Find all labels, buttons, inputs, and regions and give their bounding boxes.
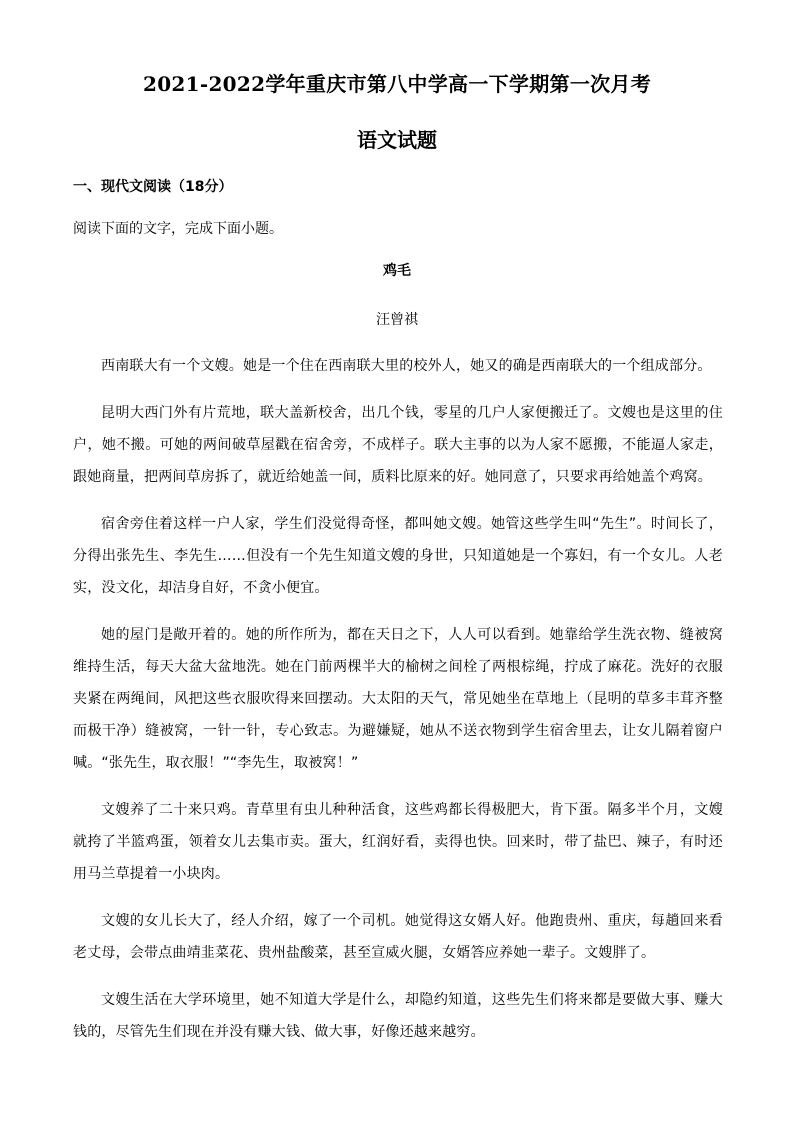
article-paragraph: 西南联大有一个文嫂。她是一个住在西南联大里的校外人，她又的确是西南联大的一个组成部分。 [101, 358, 712, 374]
article-author: 汪曾祺 [376, 312, 418, 328]
article-paragraph: 宿舍旁住着这样一户人家，学生们没觉得奇怪，都叫她文嫂。她管这些学生叫“先生”。时间长了，分得出张先生、李先生……但没有一个先生知道文嫂的身世，只知道她是一个寡妇，有一个女儿。人老实，没文化，却洁身自好，不贪小便宜。 [73, 516, 723, 596]
reading-instruction: 阅读下面的文字，完成下面小题。 [73, 221, 283, 237]
article-paragraph: 文嫂养了二十来只鸡。青草里有虫儿种种活食，这些鸡都长得极肥大，肯下蛋。隔多半个月，文嫂就挎了半篮鸡蛋，领着女儿去集市卖。蛋大，红润好看，卖得也快。回来时，带了盐巴、辣子，有时还用马兰草提着一小块肉。 [73, 802, 723, 882]
article-paragraph: 昆明大西门外有片荒地，联大盖新校舍，出几个钱，零星的几户人家便搬迁了。文嫂也是这里的住户，她不搬。可她的两间破草屋戳在宿舍旁，不成样子。联大主事的以为人家不愿搬，不能逼人家走，跟她商量，把两间草房拆了，就近给她盖一间，质料比原来的好。她同意了，只要求再给她盖个鸡窝。 [73, 405, 723, 485]
document-title: 2021-2022学年重庆市第八中学高一下学期第一次月考 [142, 72, 652, 96]
article-paragraph: 文嫂生活在大学环境里，她不知道大学是什么，却隐约知道，这些先生们将来都是要做大事、赚大钱的，尽管先生们现在并没有赚大钱、做大事，好像还越来越穷。 [73, 992, 723, 1040]
article-paragraph: 她的屋门是敞开着的。她的所作所为，都在天日之下，人人可以看到。她靠给学生洗衣物、缝被窝维持生活，每天大盆大盆地洗。她在门前两棵半大的榆树之间栓了两根棕绳，拧成了麻花。洗好的衣服夹紧在两绳间，风把这些衣服吹得来回摆动。大太阳的天气，常见她坐在草地上（昆明的草多丰茸齐整而极干净）缝被窝，一针一针，专心致志。为避嫌疑，她从不送衣物到学生宿舍里去，让女儿隔着窗户喊。“张先生，取衣服！”“李先生，取被窝！” [73, 627, 723, 771]
document-subtitle: 语文试题 [357, 128, 437, 152]
section-heading: 一、现代文阅读（18分） [73, 179, 233, 195]
article-body [73, 350, 723, 1063]
article-title: 鸡毛 [383, 263, 411, 279]
article-paragraph: 文嫂的女儿长大了，经人介绍，嫁了一个司机。她觉得这女婿人好。他跑贵州、重庆，每趟回来看老丈母，会带点曲靖韭菜花、贵州盐酸菜，甚至宣威火腿，女婿答应养她一辈子。文嫂胖了。 [73, 913, 723, 961]
